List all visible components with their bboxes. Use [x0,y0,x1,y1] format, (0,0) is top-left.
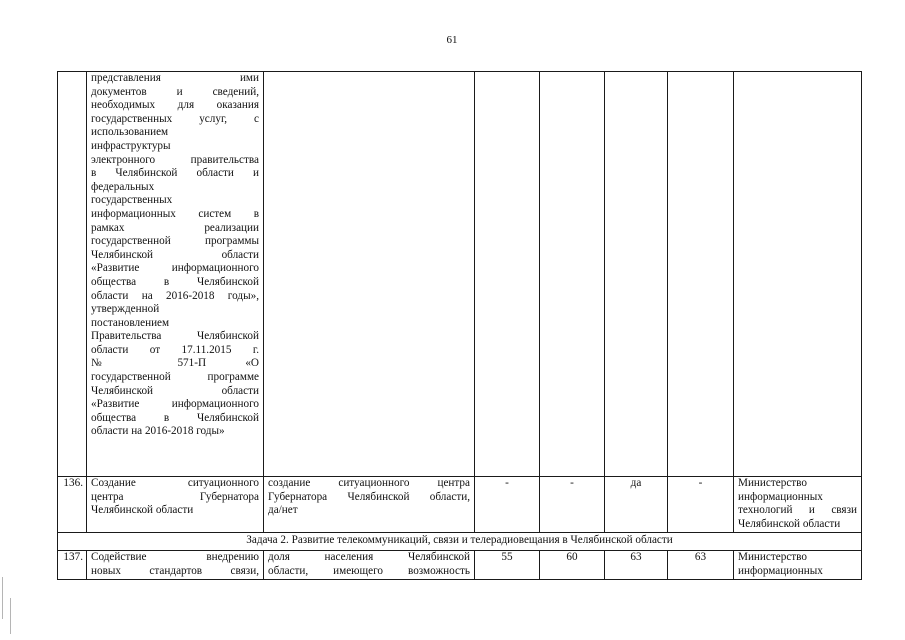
indicator-line: да/нет [268,504,298,517]
row-number-cell: 137. [58,550,87,579]
measure-line: «Развитие информационного [91,398,259,411]
value-cell: 63 [605,550,668,579]
indicator-line: доля населения Челябинской [268,550,470,563]
executor-cell [734,72,862,477]
executor-line: Министерство [738,477,807,489]
scan-edge-mark [2,577,3,619]
measure-line: электронного правительства [91,153,259,166]
measure-line: рамках реализации [91,221,259,234]
executor-cell [734,550,862,579]
measure-line: центра Губернатора [91,490,259,503]
measure-line: государственных услуг, с [91,112,259,125]
measure-line: в Челябинской области и [91,167,259,180]
task-heading: Задача 2. Развитие телекоммуникаций, связи и телерадиовещания в Челябинской области [58,533,862,551]
measure-line: государственной программы [91,235,259,248]
program-measures-table-region [57,71,861,580]
measure-line: общества в Челябинской [91,275,259,288]
executor-line: Челябинской области [738,517,841,530]
measure-line: Содействие внедрению [91,550,259,563]
measure-cell [87,477,264,533]
value-cell [475,72,540,477]
executor-line: технологий и связи [738,504,857,517]
measure-line: инфраструктуры [91,139,171,152]
measure-line: федеральных [91,180,155,193]
measure-line: «Развитие информационного [91,262,259,275]
indicator-line: области, имеющего возможность [268,564,470,577]
measure-line: информационных систем в [91,207,259,220]
value-cell: - [540,477,605,533]
measure-line: представления ими [91,72,259,84]
measure-line: государственных [91,194,173,207]
indicator-cell [264,477,475,533]
measure-cell [87,550,264,579]
measure-line: Челябинской области [91,504,194,517]
value-cell [668,72,734,477]
executor-cell [734,477,862,533]
executor-line: информационных [738,564,823,577]
measure-line: области на 2016-2018 годы», [91,289,259,302]
measure-line: № 571-П «О [91,357,259,370]
measure-line: Челябинской области [91,248,259,261]
value-cell: - [668,477,734,533]
measure-line: государственной программе [91,371,259,384]
measure-line: области от 17.11.2015 г. [91,343,259,356]
executor-line: Министерство [738,550,807,563]
value-cell: 60 [540,550,605,579]
measure-line: Челябинской области [91,384,259,397]
measure-line: использованием [91,126,169,139]
value-cell: 63 [668,550,734,579]
row-number-cell: 136. [58,477,87,533]
indicator-cell [264,72,475,477]
value-cell [540,72,605,477]
measure-line: общества в Челябинской [91,411,259,424]
indicator-line: создание ситуационного центра [268,477,470,489]
value-cell: да [605,477,668,533]
indicator-line: Губернатора Челябинской области, [268,490,470,503]
scan-edge-mark [10,598,11,634]
measure-line: утвержденной [91,303,160,316]
value-cell [605,72,668,477]
table-row-continuation [58,72,862,477]
measure-line: Создание ситуационного [91,477,259,489]
row-number-cell [58,72,87,477]
measure-line: области на 2016-2018 годы» [91,425,225,438]
table-row-136 [58,477,862,533]
measure-cell [87,72,264,477]
measure-line: постановлением [91,316,170,329]
page-number: 61 [446,34,458,46]
measure-line: новых стандартов связи, [91,564,259,577]
program-measures-table [57,71,862,580]
measure-line: документов и сведений, [91,85,259,98]
indicator-cell [264,550,475,579]
value-cell: - [475,477,540,533]
table-row-137 [58,550,862,579]
measure-line: Правительства Челябинской [91,330,259,343]
value-cell: 55 [475,550,540,579]
measure-line: необходимых для оказания [91,99,259,112]
executor-line: информационных [738,490,823,503]
task-heading-row [58,533,862,551]
